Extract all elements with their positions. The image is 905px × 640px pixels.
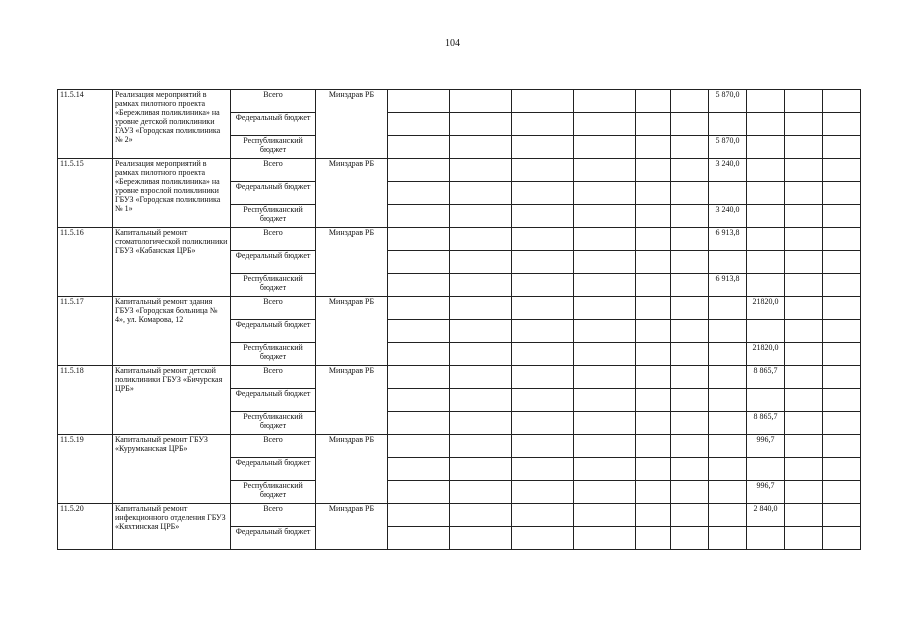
empty-cell bbox=[747, 113, 785, 136]
empty-cell bbox=[671, 366, 709, 389]
table-row bbox=[58, 435, 861, 458]
empty-cell bbox=[709, 481, 747, 504]
empty-cell bbox=[574, 320, 636, 343]
empty-cell bbox=[512, 366, 574, 389]
amount-cell: 21820,0 bbox=[747, 343, 785, 366]
empty-cell bbox=[388, 228, 450, 251]
amount-cell: 8 865,7 bbox=[747, 366, 785, 389]
empty-cell bbox=[823, 90, 861, 113]
empty-cell bbox=[574, 343, 636, 366]
empty-cell bbox=[450, 205, 512, 228]
empty-cell bbox=[747, 205, 785, 228]
funding-source: Всего bbox=[231, 297, 316, 320]
executor: Минздрав РБ bbox=[316, 366, 388, 435]
empty-cell bbox=[574, 458, 636, 481]
funding-source: Федеральный бюджет bbox=[231, 182, 316, 205]
empty-cell bbox=[512, 458, 574, 481]
empty-cell bbox=[450, 527, 512, 550]
executor: Минздрав РБ bbox=[316, 504, 388, 550]
empty-cell bbox=[671, 136, 709, 159]
empty-cell bbox=[574, 481, 636, 504]
empty-cell bbox=[747, 182, 785, 205]
empty-cell bbox=[823, 366, 861, 389]
empty-cell bbox=[636, 435, 671, 458]
amount-cell bbox=[747, 527, 785, 550]
amount-cell: 8 865,7 bbox=[747, 412, 785, 435]
empty-cell bbox=[388, 251, 450, 274]
empty-cell bbox=[823, 458, 861, 481]
empty-cell bbox=[671, 90, 709, 113]
empty-cell bbox=[388, 389, 450, 412]
empty-cell bbox=[636, 320, 671, 343]
empty-cell bbox=[671, 182, 709, 205]
amount-cell bbox=[747, 458, 785, 481]
empty-cell bbox=[823, 136, 861, 159]
empty-cell bbox=[388, 366, 450, 389]
empty-cell bbox=[709, 389, 747, 412]
empty-cell bbox=[388, 113, 450, 136]
empty-cell bbox=[388, 527, 450, 550]
empty-cell bbox=[388, 182, 450, 205]
empty-cell bbox=[388, 136, 450, 159]
item-code: 11.5.19 bbox=[58, 435, 113, 504]
empty-cell bbox=[709, 527, 747, 550]
empty-cell bbox=[671, 435, 709, 458]
empty-cell bbox=[512, 297, 574, 320]
funding-source: Всего bbox=[231, 90, 316, 113]
funding-source: Федеральный бюджет bbox=[231, 389, 316, 412]
empty-cell bbox=[388, 504, 450, 527]
empty-cell bbox=[636, 366, 671, 389]
empty-cell bbox=[574, 228, 636, 251]
empty-cell bbox=[574, 297, 636, 320]
empty-cell bbox=[823, 320, 861, 343]
empty-cell bbox=[450, 251, 512, 274]
empty-cell bbox=[823, 504, 861, 527]
item-code: 11.5.17 bbox=[58, 297, 113, 366]
empty-cell bbox=[709, 343, 747, 366]
empty-cell bbox=[512, 136, 574, 159]
executor: Минздрав РБ bbox=[316, 435, 388, 504]
empty-cell bbox=[823, 527, 861, 550]
empty-cell bbox=[450, 228, 512, 251]
empty-cell bbox=[671, 205, 709, 228]
funding-source: Всего bbox=[231, 435, 316, 458]
empty-cell bbox=[785, 527, 823, 550]
item-name: Капитальный ремонт стоматологической поликлиники ГБУЗ «Кабанская ЦРБ» bbox=[113, 228, 231, 297]
empty-cell bbox=[574, 159, 636, 182]
empty-cell bbox=[785, 297, 823, 320]
empty-cell bbox=[450, 389, 512, 412]
funding-source: Всего bbox=[231, 504, 316, 527]
empty-cell bbox=[823, 159, 861, 182]
empty-cell bbox=[574, 504, 636, 527]
empty-cell bbox=[671, 320, 709, 343]
item-name: Капитальный ремонт детской поликлиники ГБУЗ «Бичурская ЦРБ» bbox=[113, 366, 231, 435]
funding-source: Всего bbox=[231, 228, 316, 251]
empty-cell bbox=[450, 182, 512, 205]
amount-cell bbox=[747, 320, 785, 343]
empty-cell bbox=[747, 159, 785, 182]
empty-cell bbox=[388, 458, 450, 481]
empty-cell bbox=[574, 136, 636, 159]
empty-cell bbox=[785, 412, 823, 435]
amount-cell bbox=[747, 389, 785, 412]
empty-cell bbox=[671, 251, 709, 274]
item-code: 11.5.15 bbox=[58, 159, 113, 228]
empty-cell bbox=[709, 297, 747, 320]
empty-cell bbox=[512, 412, 574, 435]
empty-cell bbox=[785, 274, 823, 297]
funding-source: Федеральный бюджет bbox=[231, 251, 316, 274]
empty-cell bbox=[747, 90, 785, 113]
funding-source: Всего bbox=[231, 366, 316, 389]
item-code: 11.5.14 bbox=[58, 90, 113, 159]
empty-cell bbox=[823, 182, 861, 205]
empty-cell bbox=[671, 274, 709, 297]
empty-cell bbox=[450, 343, 512, 366]
empty-cell bbox=[450, 113, 512, 136]
empty-cell bbox=[785, 504, 823, 527]
empty-cell bbox=[636, 159, 671, 182]
amount-cell: 996,7 bbox=[747, 435, 785, 458]
item-name: Капитальный ремонт инфекционного отделения ГБУЗ «Кяхтинская ЦРБ» bbox=[113, 504, 231, 550]
empty-cell bbox=[785, 136, 823, 159]
empty-cell bbox=[450, 90, 512, 113]
empty-cell bbox=[574, 90, 636, 113]
empty-cell bbox=[388, 320, 450, 343]
empty-cell bbox=[823, 412, 861, 435]
empty-cell bbox=[388, 205, 450, 228]
funding-source: Республиканский бюджет bbox=[231, 136, 316, 159]
empty-cell bbox=[574, 113, 636, 136]
executor: Минздрав РБ bbox=[316, 228, 388, 297]
empty-cell bbox=[823, 389, 861, 412]
empty-cell bbox=[823, 205, 861, 228]
item-name: Капитальный ремонт ГБУЗ «Курумканская ЦРБ» bbox=[113, 435, 231, 504]
empty-cell bbox=[450, 274, 512, 297]
funding-source: Федеральный бюджет bbox=[231, 527, 316, 550]
funding-source: Республиканский бюджет bbox=[231, 481, 316, 504]
amount-cell: 3 240,0 bbox=[709, 159, 747, 182]
empty-cell bbox=[388, 412, 450, 435]
empty-cell bbox=[823, 435, 861, 458]
empty-cell bbox=[574, 366, 636, 389]
amount-cell bbox=[709, 182, 747, 205]
empty-cell bbox=[512, 343, 574, 366]
empty-cell bbox=[636, 504, 671, 527]
empty-cell bbox=[671, 458, 709, 481]
empty-cell bbox=[785, 182, 823, 205]
empty-cell bbox=[823, 113, 861, 136]
funding-source: Республиканский бюджет bbox=[231, 343, 316, 366]
empty-cell bbox=[450, 458, 512, 481]
item-name: Капитальный ремонт здания ГБУЗ «Городская больница № 4», ул. Комарова, 12 bbox=[113, 297, 231, 366]
empty-cell bbox=[709, 435, 747, 458]
empty-cell bbox=[785, 458, 823, 481]
empty-cell bbox=[785, 481, 823, 504]
empty-cell bbox=[636, 251, 671, 274]
empty-cell bbox=[450, 412, 512, 435]
funding-source: Республиканский бюджет bbox=[231, 412, 316, 435]
empty-cell bbox=[450, 366, 512, 389]
empty-cell bbox=[823, 297, 861, 320]
empty-cell bbox=[785, 343, 823, 366]
empty-cell bbox=[512, 320, 574, 343]
funding-source: Республиканский бюджет bbox=[231, 205, 316, 228]
empty-cell bbox=[636, 90, 671, 113]
empty-cell bbox=[512, 228, 574, 251]
empty-cell bbox=[388, 343, 450, 366]
empty-cell bbox=[636, 205, 671, 228]
item-name: Реализация мероприятий в рамках пилотного проекта «Бережливая поликлиника» на уровне взрослой поликлиники ГБУЗ «Городская поликлиника № 1» bbox=[113, 159, 231, 228]
empty-cell bbox=[785, 113, 823, 136]
empty-cell bbox=[785, 366, 823, 389]
amount-cell: 3 240,0 bbox=[709, 205, 747, 228]
amount-cell: 5 870,0 bbox=[709, 90, 747, 113]
empty-cell bbox=[388, 435, 450, 458]
empty-cell bbox=[512, 527, 574, 550]
page-number: 104 bbox=[445, 38, 460, 49]
empty-cell bbox=[388, 159, 450, 182]
table-row bbox=[58, 297, 861, 320]
empty-cell bbox=[574, 205, 636, 228]
empty-cell bbox=[823, 228, 861, 251]
empty-cell bbox=[747, 136, 785, 159]
empty-cell bbox=[671, 527, 709, 550]
table-row bbox=[58, 90, 861, 113]
empty-cell bbox=[785, 90, 823, 113]
empty-cell bbox=[512, 504, 574, 527]
table-row bbox=[58, 504, 861, 527]
executor: Минздрав РБ bbox=[316, 297, 388, 366]
empty-cell bbox=[450, 136, 512, 159]
empty-cell bbox=[823, 481, 861, 504]
empty-cell bbox=[785, 228, 823, 251]
amount-cell: 5 870,0 bbox=[709, 136, 747, 159]
empty-cell bbox=[574, 389, 636, 412]
empty-cell bbox=[512, 90, 574, 113]
amount-cell: 2 840,0 bbox=[747, 504, 785, 527]
empty-cell bbox=[709, 458, 747, 481]
empty-cell bbox=[512, 113, 574, 136]
empty-cell bbox=[636, 458, 671, 481]
empty-cell bbox=[823, 251, 861, 274]
amount-cell: 6 913,8 bbox=[709, 274, 747, 297]
empty-cell bbox=[636, 136, 671, 159]
empty-cell bbox=[512, 205, 574, 228]
empty-cell bbox=[671, 297, 709, 320]
empty-cell bbox=[388, 274, 450, 297]
empty-cell bbox=[636, 389, 671, 412]
empty-cell bbox=[709, 320, 747, 343]
empty-cell bbox=[709, 366, 747, 389]
empty-cell bbox=[512, 274, 574, 297]
empty-cell bbox=[671, 343, 709, 366]
empty-cell bbox=[512, 435, 574, 458]
empty-cell bbox=[785, 159, 823, 182]
empty-cell bbox=[450, 159, 512, 182]
empty-cell bbox=[574, 274, 636, 297]
table-row bbox=[58, 366, 861, 389]
empty-cell bbox=[512, 481, 574, 504]
empty-cell bbox=[671, 412, 709, 435]
funding-source: Республиканский бюджет bbox=[231, 274, 316, 297]
budget-table bbox=[57, 89, 861, 550]
amount-cell: 6 913,8 bbox=[709, 228, 747, 251]
item-code: 11.5.18 bbox=[58, 366, 113, 435]
executor: Минздрав РБ bbox=[316, 90, 388, 159]
empty-cell bbox=[388, 90, 450, 113]
empty-cell bbox=[636, 412, 671, 435]
item-code: 11.5.20 bbox=[58, 504, 113, 550]
empty-cell bbox=[671, 159, 709, 182]
item-code: 11.5.16 bbox=[58, 228, 113, 297]
empty-cell bbox=[747, 228, 785, 251]
empty-cell bbox=[450, 481, 512, 504]
empty-cell bbox=[574, 435, 636, 458]
empty-cell bbox=[636, 182, 671, 205]
empty-cell bbox=[636, 481, 671, 504]
empty-cell bbox=[450, 297, 512, 320]
empty-cell bbox=[785, 435, 823, 458]
empty-cell bbox=[785, 320, 823, 343]
empty-cell bbox=[512, 251, 574, 274]
empty-cell bbox=[388, 481, 450, 504]
amount-cell bbox=[709, 113, 747, 136]
empty-cell bbox=[747, 274, 785, 297]
amount-cell: 996,7 bbox=[747, 481, 785, 504]
empty-cell bbox=[450, 320, 512, 343]
empty-cell bbox=[636, 274, 671, 297]
empty-cell bbox=[671, 228, 709, 251]
empty-cell bbox=[450, 504, 512, 527]
empty-cell bbox=[512, 389, 574, 412]
empty-cell bbox=[785, 205, 823, 228]
amount-cell: 21820,0 bbox=[747, 297, 785, 320]
empty-cell bbox=[709, 412, 747, 435]
funding-source: Всего bbox=[231, 159, 316, 182]
funding-source: Федеральный бюджет bbox=[231, 458, 316, 481]
empty-cell bbox=[636, 113, 671, 136]
empty-cell bbox=[671, 389, 709, 412]
empty-cell bbox=[450, 435, 512, 458]
empty-cell bbox=[823, 343, 861, 366]
table-row bbox=[58, 228, 861, 251]
funding-source: Федеральный бюджет bbox=[231, 113, 316, 136]
empty-cell bbox=[512, 182, 574, 205]
empty-cell bbox=[636, 228, 671, 251]
empty-cell bbox=[823, 274, 861, 297]
empty-cell bbox=[574, 182, 636, 205]
empty-cell bbox=[785, 389, 823, 412]
empty-cell bbox=[671, 504, 709, 527]
empty-cell bbox=[512, 159, 574, 182]
table-row bbox=[58, 159, 861, 182]
empty-cell bbox=[671, 481, 709, 504]
empty-cell bbox=[636, 297, 671, 320]
empty-cell bbox=[574, 412, 636, 435]
empty-cell bbox=[636, 343, 671, 366]
empty-cell bbox=[671, 113, 709, 136]
amount-cell bbox=[709, 251, 747, 274]
empty-cell bbox=[636, 527, 671, 550]
item-name: Реализация мероприятий в рамках пилотного проекта «Бережливая поликлиника» на уровне детской поликлиники ГАУЗ «Городская поликлиника № 2» bbox=[113, 90, 231, 159]
empty-cell bbox=[574, 527, 636, 550]
empty-cell bbox=[709, 504, 747, 527]
funding-source: Федеральный бюджет bbox=[231, 320, 316, 343]
empty-cell bbox=[574, 251, 636, 274]
empty-cell bbox=[747, 251, 785, 274]
empty-cell bbox=[388, 297, 450, 320]
executor: Минздрав РБ bbox=[316, 159, 388, 228]
empty-cell bbox=[785, 251, 823, 274]
